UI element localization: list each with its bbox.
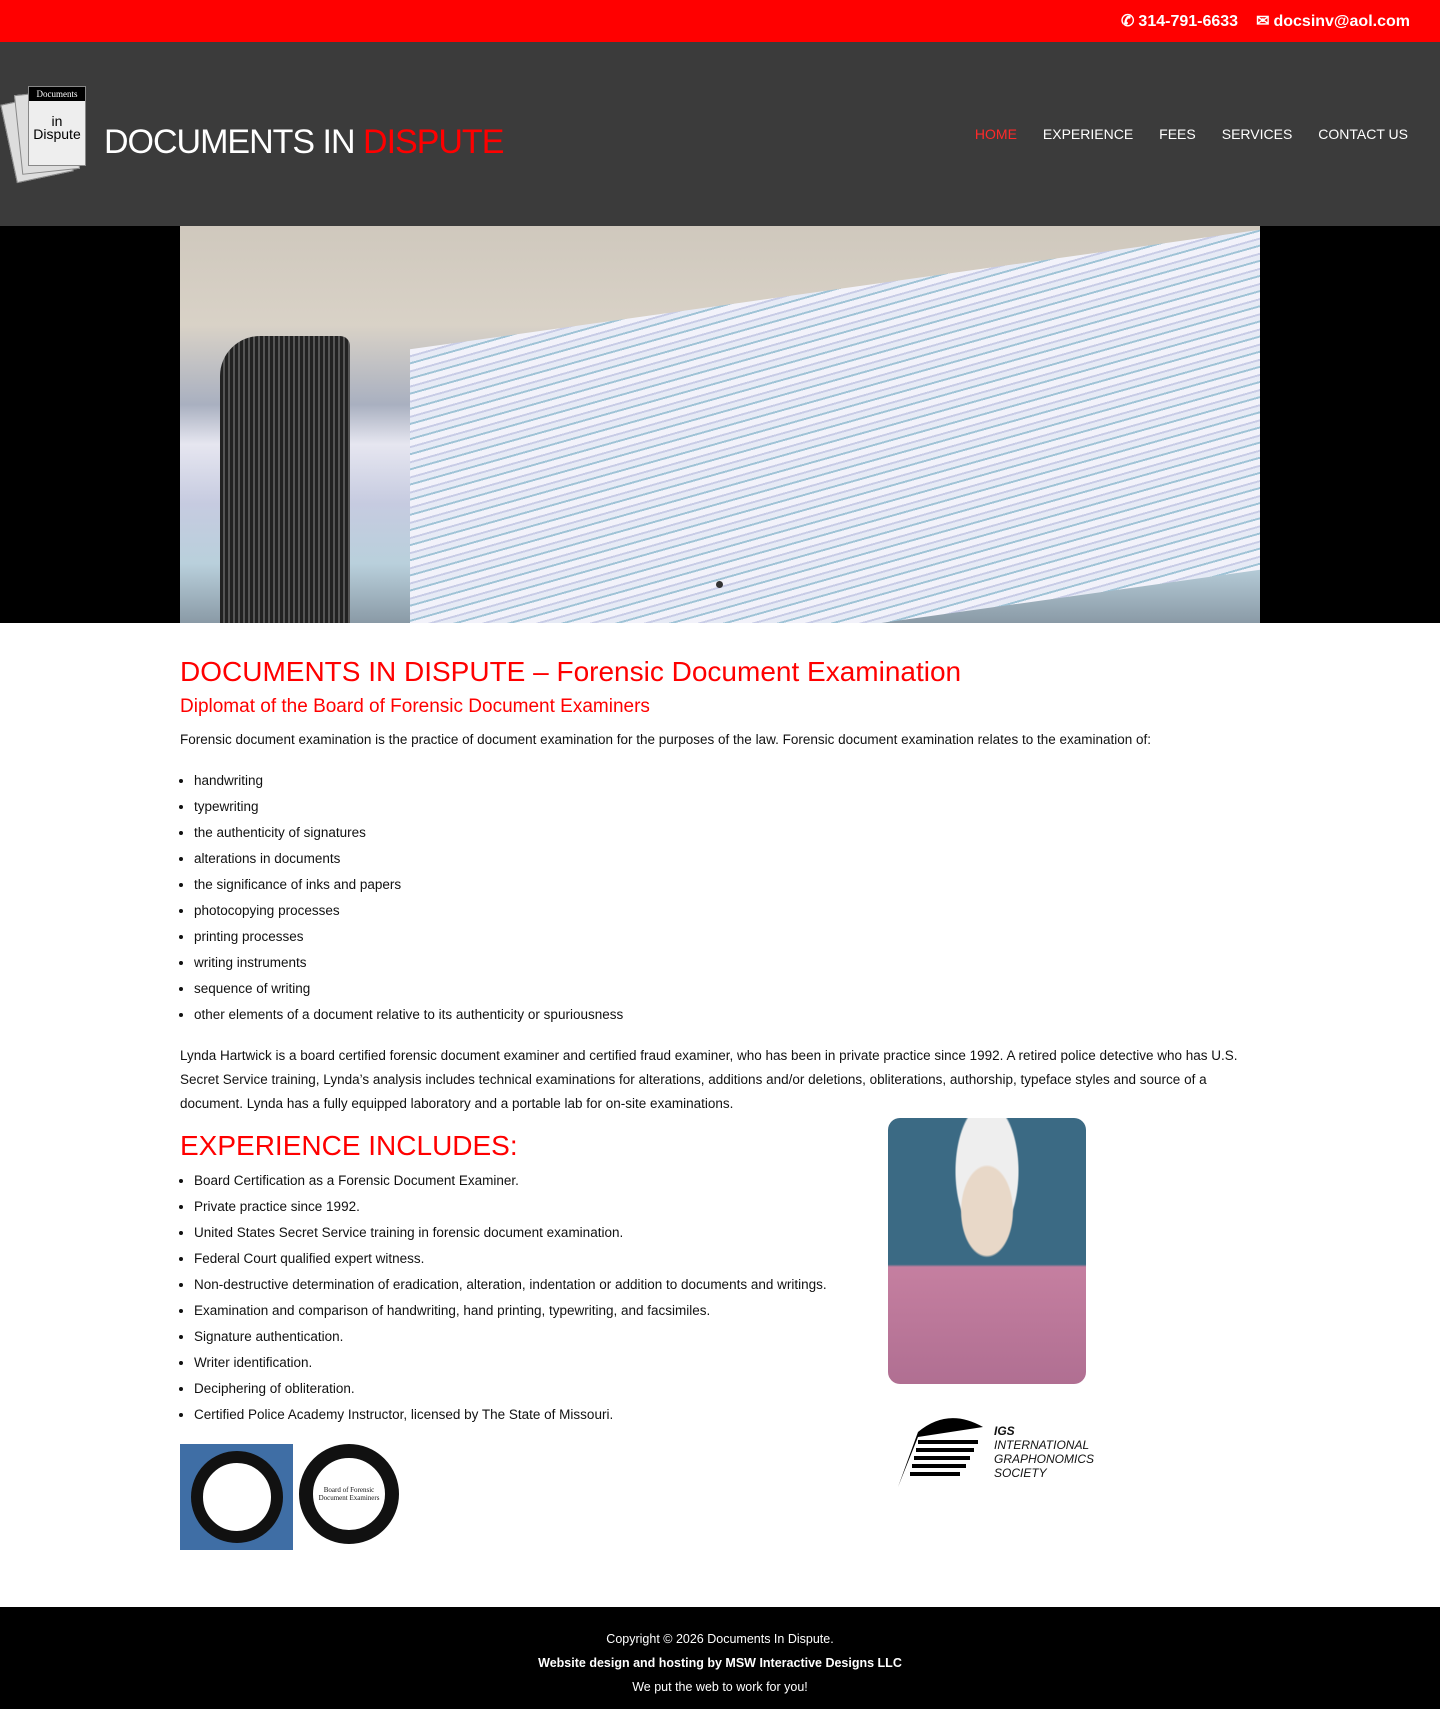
nav-services[interactable]: SERVICES — [1221, 126, 1293, 142]
list-item: • alterations in documents — [194, 846, 1260, 872]
experience-list — [194, 1168, 827, 1428]
designer-credit-link[interactable]: Website design and hosting by MSW Interactive Designs LLC — [538, 1656, 902, 1670]
site-header — [0, 42, 1440, 226]
copyright: Copyright © 2026 Documents In Dispute. — [606, 1632, 834, 1646]
page-subtitle: Diplomat of the Board of Forensic Document Examiners — [180, 696, 650, 717]
slider-dot[interactable] — [716, 581, 723, 588]
portrait-photo — [888, 1118, 1086, 1384]
envelope-icon: ✉ — [1256, 13, 1270, 30]
hero-banner — [0, 226, 1440, 623]
list-item: • United States Secret Service training in forensic document examination. — [194, 1220, 827, 1246]
list-item: • typewriting — [194, 794, 1260, 820]
top-contact-bar — [0, 0, 1440, 42]
footer-tagline: We put the web to work for you! — [632, 1680, 808, 1694]
phone-icon: ✆ — [1121, 13, 1135, 30]
hero-image-document-stack — [180, 226, 1260, 623]
list-item: • the significance of inks and papers — [194, 872, 1260, 898]
list-item: • Writer identification. — [194, 1350, 827, 1376]
list-item: • Federal Court qualified expert witness. — [194, 1246, 827, 1272]
page-title: DOCUMENTS IN DISPUTE – Forensic Document Examination — [180, 656, 962, 687]
list-item: • Certified Police Academy Instructor, licensed by The State of Missouri. — [194, 1402, 827, 1428]
intro-paragraph: Forensic document examination is the practice of document examination for the purposes of the law. Forensic document examination relates to the examination of: — [180, 732, 1152, 747]
experience-heading: EXPERIENCE INCLUDES: — [180, 1130, 518, 1161]
bio-paragraph: Lynda Hartwick is a board certified forensic document examiner and certified fraud examiner, who has been in private practice since 1992. A retired police detective who has U.S. Secret Service training, Lynda’s analysis includes technical examinations for alterations, additions and/or deletions, obliterations, authorship, typeface styles and source of a document. Lynda has a fully equipped laboratory and a portable lab for on-site examinations. — [180, 1048, 1238, 1111]
igs-logo: IGS INTERNATIONAL GRAPHONOMICS SOCIETY — [888, 1412, 1260, 1492]
list-item: • photocopying processes — [194, 898, 1260, 924]
list-item: • Examination and comparison of handwriting, hand printing, typewriting, and facsimiles. — [194, 1298, 827, 1324]
topics-list — [194, 768, 1260, 1028]
logo-text: DOCUMENTS IN DISPUTE — [104, 122, 504, 161]
list-item: • Board Certification as a Forensic Document Examiner. — [194, 1168, 827, 1194]
list-item: • sequence of writing — [194, 976, 1260, 1002]
list-item: • other elements of a document relative to its authenticity or spuriousness — [194, 1002, 1260, 1028]
pen-hand-icon — [888, 1412, 988, 1492]
email-link[interactable]: ✉ docsinv@aol.com — [1256, 13, 1410, 30]
documents-stack-icon: Documents in Dispute — [4, 82, 90, 182]
list-item: • handwriting — [194, 768, 1260, 794]
list-item: • writing instruments — [194, 950, 1260, 976]
list-item: • Private practice since 1992. — [194, 1194, 827, 1220]
nav-contact-us[interactable]: CONTACT US — [1318, 126, 1408, 142]
list-item: • Signature authentication. — [194, 1324, 827, 1350]
site-logo[interactable] — [4, 82, 503, 182]
nav-fees[interactable]: FEES — [1159, 126, 1196, 142]
main-nav — [975, 126, 1408, 142]
bfde-badge: Board of Forensic Document Examiners — [299, 1444, 399, 1544]
list-item: • printing processes — [194, 924, 1260, 950]
nav-experience[interactable]: EXPERIENCE — [1042, 126, 1134, 142]
list-item: • Non-destructive determination of eradication, alteration, indentation or addition to documents and writings. — [194, 1272, 827, 1298]
site-footer — [0, 1607, 1440, 1709]
main-content — [180, 656, 1260, 1550]
nav-home[interactable]: HOME — [974, 126, 1017, 142]
phone-link[interactable]: ✆ 314-791-6633 — [1121, 13, 1239, 30]
afde-badge — [180, 1444, 293, 1550]
list-item: • Deciphering of obliteration. — [194, 1376, 827, 1402]
list-item: • the authenticity of signatures — [194, 820, 1260, 846]
